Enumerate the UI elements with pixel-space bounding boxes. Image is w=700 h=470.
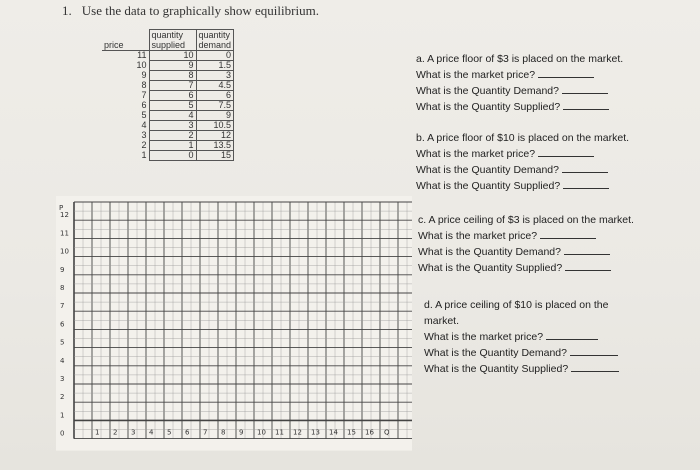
x-tick-label: 11	[275, 428, 284, 437]
cell-demand: 12	[196, 131, 234, 141]
cell-price: 4	[102, 121, 149, 131]
table-row	[102, 71, 234, 81]
table-row	[102, 151, 234, 161]
question-a	[416, 51, 623, 115]
cell-demand: 3	[196, 71, 234, 81]
y-tick-label: 2	[60, 393, 65, 402]
question-d-quantity-demand: What is the Quantity Demand?	[424, 347, 567, 359]
x-tick-label: 6	[185, 428, 190, 437]
answer-a-market-price[interactable]	[538, 68, 594, 78]
answer-c-quantity-supplied[interactable]	[565, 261, 611, 271]
y-tick-label: 12	[60, 211, 69, 220]
y-tick-label: 4	[60, 356, 65, 365]
answer-b-quantity-supplied[interactable]	[563, 179, 609, 189]
question-text: Use the data to graphically show equilibrium.	[81, 3, 319, 18]
cell-demand: 1.5	[196, 61, 234, 71]
header-quantity-demand: quantity demand	[196, 30, 234, 51]
question-d-heading: d. A price ceiling of $10 is placed on the	[424, 299, 609, 311]
y-tick-label: 0	[60, 429, 65, 438]
y-tick-label: 8	[60, 284, 65, 292]
cell-supplied: 4	[149, 111, 196, 121]
answer-a-quantity-supplied[interactable]	[563, 100, 609, 110]
data-table	[102, 29, 234, 161]
cell-price: 11	[102, 51, 149, 61]
cell-price: 8	[102, 81, 149, 91]
cell-supplied: 7	[149, 81, 196, 91]
question-c	[418, 212, 634, 276]
cell-demand: 6	[196, 91, 234, 101]
x-tick-label: 8	[221, 428, 226, 437]
graph-grid[interactable]	[56, 196, 412, 456]
x-tick-label: 2	[113, 428, 118, 437]
cell-demand: 15	[196, 151, 234, 161]
table-row	[102, 131, 234, 141]
table-row	[102, 61, 234, 71]
answer-d-market-price[interactable]	[546, 330, 598, 340]
cell-price: 1	[102, 151, 149, 161]
cell-price: 3	[102, 131, 149, 141]
question-d-heading-cont: market.	[424, 315, 460, 327]
table-row	[102, 91, 234, 101]
cell-price: 10	[102, 61, 149, 71]
question-a-quantity-supplied: What is the Quantity Supplied?	[416, 101, 561, 113]
x-tick-label: 9	[239, 428, 244, 437]
y-axis-label: P	[59, 204, 64, 212]
x-tick-label: 4	[149, 428, 154, 437]
y-tick-label: 6	[60, 320, 65, 329]
answer-c-market-price[interactable]	[540, 229, 596, 239]
x-tick-label: 12	[293, 428, 302, 437]
answer-b-quantity-demand[interactable]	[562, 163, 608, 173]
x-tick-label: 15	[347, 428, 356, 437]
cell-supplied: 0	[149, 151, 196, 161]
cell-price: 7	[102, 91, 149, 101]
question-c-market-price: What is the market price?	[418, 230, 538, 242]
cell-supplied: 5	[149, 101, 196, 111]
graph-background	[56, 196, 412, 451]
cell-demand: 10.5	[196, 121, 234, 131]
cell-price: 5	[102, 111, 149, 121]
question-a-heading: a. A price floor of $3 is placed on the market.	[416, 53, 624, 65]
table-row	[102, 141, 234, 151]
question-d-quantity-supplied: What is the Quantity Supplied?	[424, 363, 569, 375]
x-tick-label: 10	[257, 428, 266, 437]
answer-a-quantity-demand[interactable]	[562, 84, 608, 94]
header-quantity-supplied: quantity supplied	[149, 30, 196, 51]
x-tick-label: 16	[365, 428, 374, 437]
cell-demand: 0	[196, 51, 234, 61]
question-b-quantity-supplied: What is the Quantity Supplied?	[416, 180, 561, 192]
answer-b-market-price[interactable]	[538, 147, 594, 157]
table-row	[102, 81, 234, 91]
question-number: 1.	[62, 3, 72, 18]
x-tick-label: 1	[95, 428, 100, 437]
y-tick-label: 7	[60, 302, 65, 311]
question-a-quantity-demand: What is the Quantity Demand?	[416, 85, 559, 97]
x-tick-label: 7	[203, 428, 208, 437]
cell-supplied: 8	[149, 71, 196, 81]
x-tick-label: 13	[311, 428, 320, 437]
x-tick-label: 5	[167, 428, 172, 437]
table-row	[102, 121, 234, 131]
question-c-quantity-demand: What is the Quantity Demand?	[418, 246, 561, 258]
y-tick-label: 9	[60, 265, 65, 274]
question-d-market-price: What is the market price?	[424, 331, 544, 343]
header-price: price	[102, 30, 149, 51]
question-a-market-price: What is the market price?	[416, 69, 536, 81]
x-axis-label: Q	[384, 428, 390, 437]
cell-demand: 7.5	[196, 101, 234, 111]
y-tick-label: 10	[60, 247, 69, 256]
answer-d-quantity-supplied[interactable]	[571, 362, 619, 372]
cell-price: 9	[102, 71, 149, 81]
question-b	[416, 130, 629, 194]
cell-price: 6	[102, 101, 149, 111]
question-d	[424, 297, 619, 377]
question-c-quantity-supplied: What is the Quantity Supplied?	[418, 262, 563, 274]
cell-demand: 13.5	[196, 141, 234, 151]
y-tick-label: 3	[60, 375, 65, 383]
question-b-market-price: What is the market price?	[416, 148, 536, 160]
cell-supplied: 2	[149, 131, 196, 141]
table-row	[102, 101, 234, 111]
question-c-heading: c. A price ceiling of $3 is placed on the market.	[418, 214, 634, 226]
answer-c-quantity-demand[interactable]	[564, 245, 610, 255]
y-tick-label: 11	[60, 229, 69, 238]
cell-supplied: 1	[149, 141, 196, 151]
x-tick-label: 3	[131, 428, 136, 437]
table-row	[102, 111, 234, 121]
cell-supplied: 6	[149, 91, 196, 101]
table-row	[102, 51, 234, 61]
cell-demand: 9	[196, 111, 234, 121]
cell-supplied: 3	[149, 121, 196, 131]
question-b-quantity-demand: What is the Quantity Demand?	[416, 164, 559, 176]
x-tick-label: 14	[329, 428, 338, 437]
question-title	[62, 3, 319, 19]
y-tick-label: 5	[60, 338, 65, 347]
answer-d-quantity-demand[interactable]	[570, 346, 618, 356]
cell-supplied: 9	[149, 61, 196, 71]
question-b-heading: b. A price floor of $10 is placed on the market.	[416, 132, 630, 144]
cell-demand: 4.5	[196, 81, 234, 91]
y-tick-label: 1	[60, 411, 65, 420]
cell-price: 2	[102, 141, 149, 151]
cell-supplied: 10	[149, 51, 196, 61]
